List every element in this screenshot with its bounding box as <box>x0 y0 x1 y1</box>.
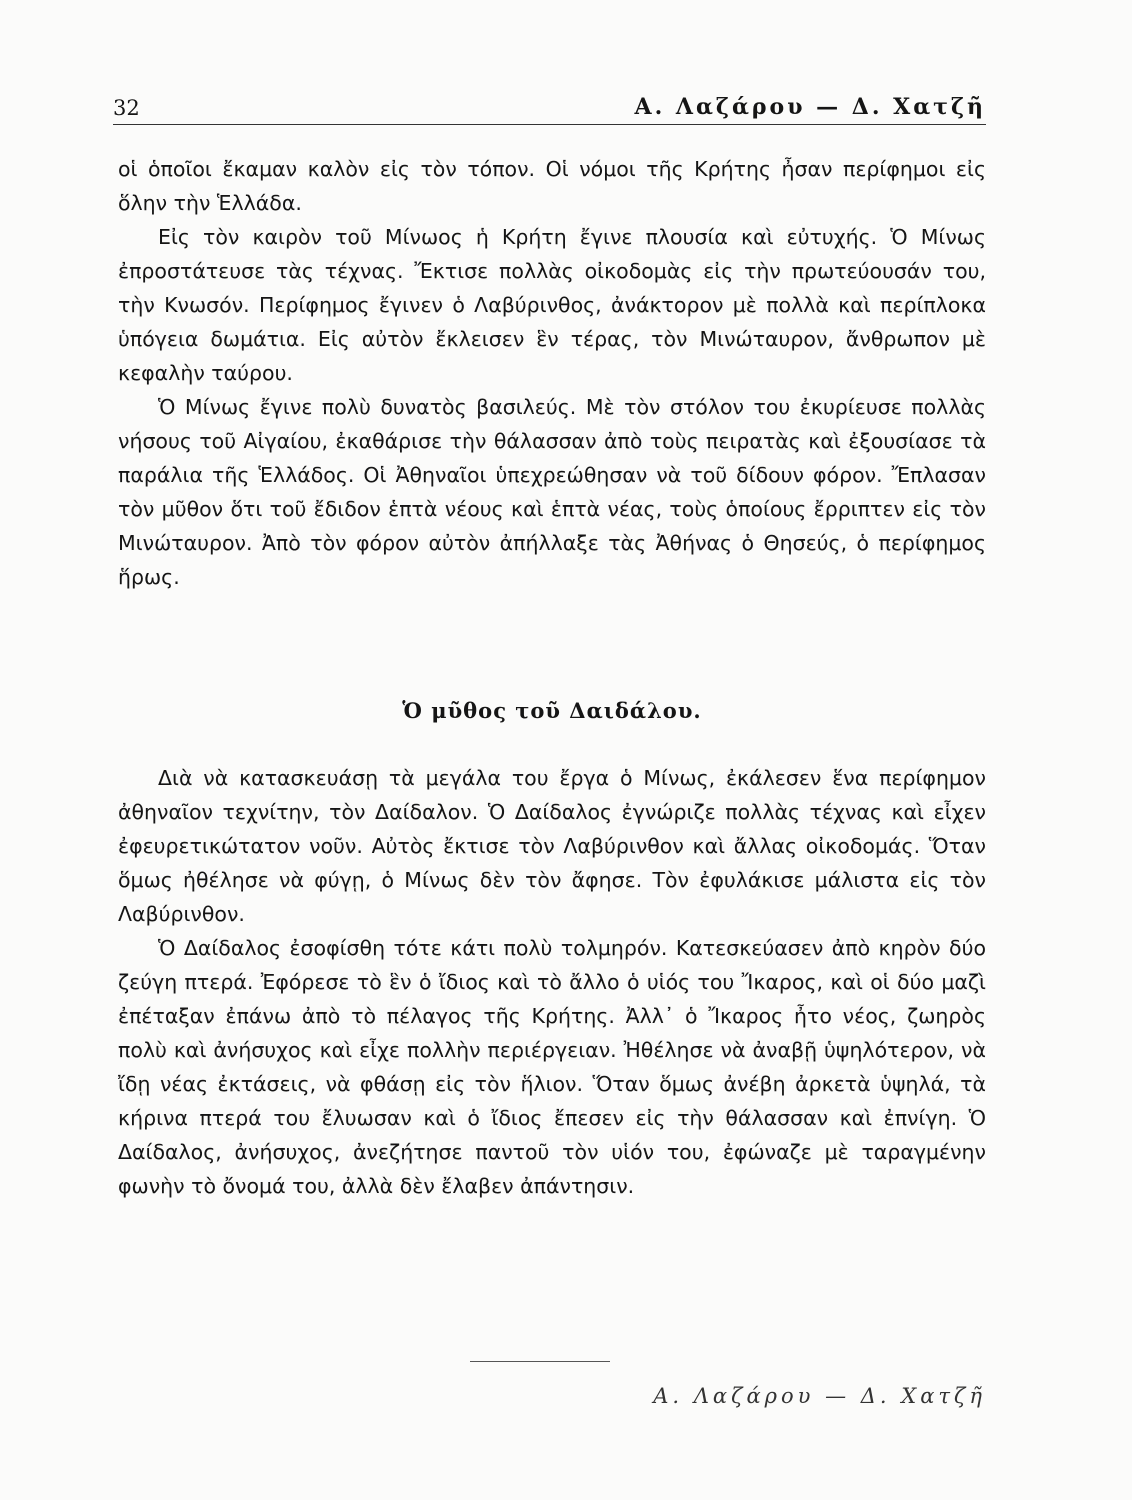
paragraph: Εἰς τὸν καιρὸν τοῦ Μίνωος ἡ Κρήτη ἔγινε πλουσία καὶ εὐτυχής. Ὁ Μίνως ἐπροστάτευσε τὰς τέχνας. Ἔκτισε πολλὰς οἰκοδομὰς εἰς τὴν πρωτεύουσάν του, τὴν Κνωσόν. Περίφημος ἔγινεν ὁ Λαβύρινθος, ἀνάκτορον μὲ πολλὰ καὶ περίπλοκα ὑπόγεια δωμάτια. Εἰς αὐτὸν ἔκλεισεν ἓν τέρας, τὸν Μινώταυρον, ἄνθρωπον μὲ κεφαλὴν ταύρου. <box>118 225 986 385</box>
end-rule <box>470 1361 610 1362</box>
paragraph: οἱ ὁποῖοι ἔκαμαν καλὸν εἰς τὸν τόπον. Οἱ νόμοι τῆς Κρήτης ἦσαν περίφημοι εἰς ὅλην τὴν Ἑλλάδα. <box>118 157 986 215</box>
page-number: 32 <box>113 96 140 120</box>
paragraph: Ὁ Δαίδαλος ἐσοφίσθη τότε κάτι πολὺ τολμηρόν. Κατεσκεύασεν ἀπὸ κηρὸν δύο ζεύγη πτερά. Ἐφόρεσε τὸ ἓν ὁ ἴδιος καὶ τὸ ἄλλο ὁ υἱός του Ἴκαρος, καὶ οἱ δύο μαζὶ ἐπέταξαν ἐπάνω ἀπὸ τὸ πέλαγος τῆς Κρήτης. Ἀλλ᾽ ὁ Ἴκαρος ἦτο νέος, ζωηρὸς πολὺ καὶ ἀνήσυχος καὶ εἶχε πολλὴν περιέργειαν. Ἠθέλησε νὰ ἀναβῇ ὑψηλότερον, νὰ ἴδῃ νέας ἐκτάσεις, νὰ φθάσῃ εἰς τὸν ἥλιον. Ὅταν ὅμως ἀνέβη ἀρκετὰ ὑψηλά, τὰ κήρινα πτερά του ἔλυωσαν καὶ ὁ ἴδιος ἔπεσεν εἰς τὴν θάλασσαν καὶ ἐπνίγη. Ὁ Δαίδαλος, ἀνήσυχος, ἀνεζήτησε παντοῦ τὸν υἱόν του, ἐφώναζε μὲ ταραγμένην φωνὴν τὸ ὄνομά του, ἀλλὰ δὲν ἔλαβεν ἀπάντησιν. <box>118 936 986 1198</box>
header-rule <box>113 124 986 125</box>
running-head: Α. Λαζάρου — Δ. Χατζῆ <box>634 94 986 120</box>
section-2-body <box>118 761 986 1203</box>
paragraph: Ὁ Μίνως ἔγινε πολὺ δυνατὸς βασιλεύς. Μὲ τὸν στόλον του ἐκυρίευσε πολλὰς νήσους τοῦ Αἰγαίου, ἐκαθάρισε τὴν θάλασσαν ἀπὸ τοὺς πειρατὰς καὶ ἐξουσίασε τὰ παράλια τῆς Ἑλλάδος. Οἱ Ἀθηναῖοι ὑπεχρεώθησαν νὰ τοῦ δίδουν φόρον. Ἔπλασαν τὸν μῦθον ὅτι τοῦ ἔδιδον ἑπτὰ νέους καὶ ἑπτὰ νέας, τοὺς ὁποίους ἔρριπτεν εἰς τὸν Μινώταυρον. Ἀπὸ τὸν φόρον αὐτὸν ἀπήλλαξε τὰς Ἀθήνας ὁ Θησεύς, ὁ περίφημος ἥρως. <box>118 395 986 589</box>
paragraph: Διὰ νὰ κατασκευάσῃ τὰ μεγάλα του ἔργα ὁ Μίνως, ἐκάλεσεν ἕνα περίφημον ἀθηναῖον τεχνίτην, τὸν Δαίδαλον. Ὁ Δαίδαλος ἐγνώριζε πολλὰς τέχνας καὶ εἶχεν ἐφευρετικώτατον νοῦν. Αὐτὸς ἔκτισε τὸν Λαβύρινθον καὶ ἄλλας οἰκοδομάς. Ὅταν ὅμως ἠθέλησε νὰ φύγῃ, ὁ Μίνως δὲν τὸν ἄφησε. Τὸν ἐφυλάκισε μάλιστα εἰς τὸν Λαβύρινθον. <box>118 766 986 926</box>
author-line: Α. Λαζάρου — Δ. Χατζῆ <box>653 1384 986 1408</box>
section-heading: Ὁ μῦθος τοῦ Δαιδάλου. <box>402 698 702 723</box>
section-1-body <box>118 152 986 594</box>
